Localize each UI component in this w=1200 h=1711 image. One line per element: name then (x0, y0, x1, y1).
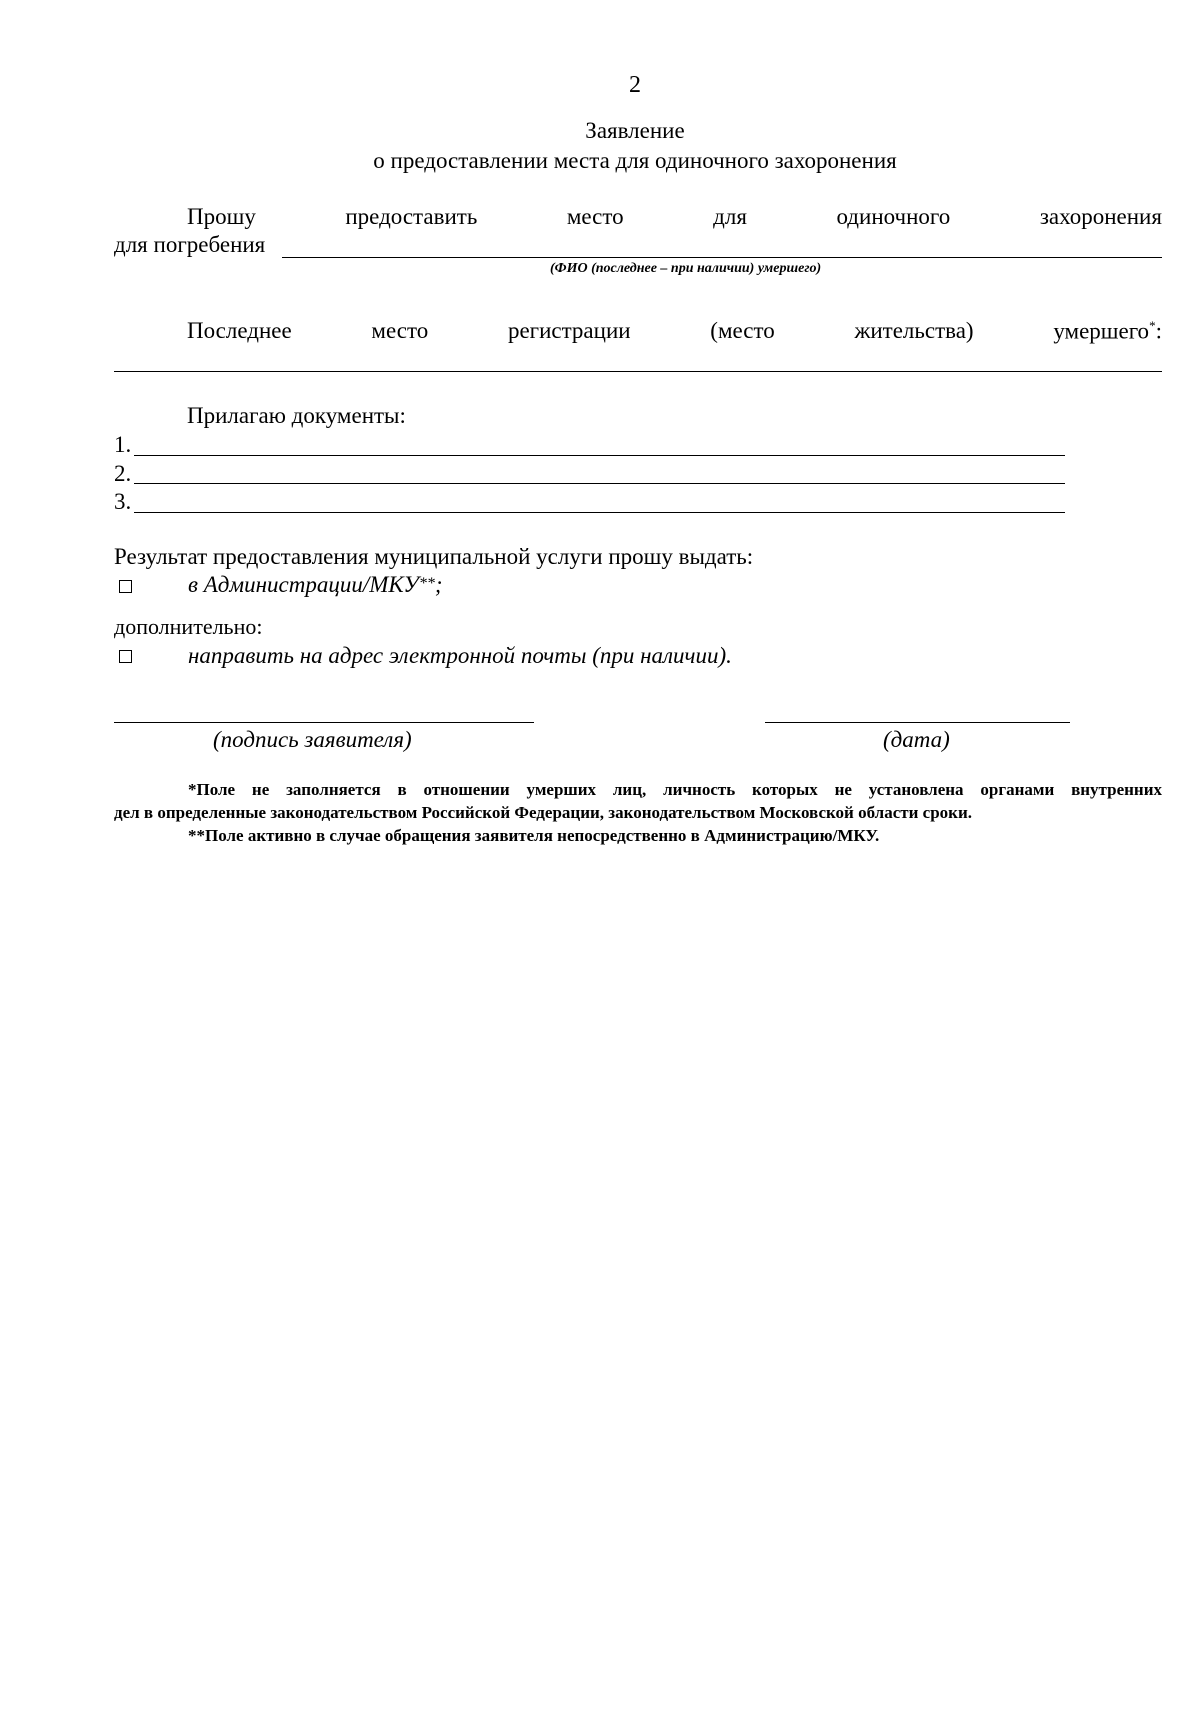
admin-checkbox[interactable] (119, 580, 132, 593)
registration-word-last: умершего (1053, 318, 1150, 344)
signature-label: (подпись заявителя) (213, 727, 412, 752)
admin-option-marker: ** (418, 575, 435, 592)
document-field-2[interactable] (134, 483, 1065, 484)
request-word: захоронения (1039, 204, 1162, 229)
admin-option-text: в Администрации/МКУ (188, 572, 419, 597)
page-number: 2 (629, 72, 641, 98)
admin-option-end: ; (434, 572, 443, 597)
email-option-label: направить на адрес электронной почты (при наличии). (188, 643, 732, 668)
signature-field[interactable] (114, 722, 534, 723)
registration-word: место (371, 318, 429, 343)
burial-label: для погребения (114, 232, 266, 257)
footnote-marker: * (1149, 318, 1156, 333)
request-word: для (713, 204, 747, 229)
result-label: Результат предоставления муниципальной услуги прошу выдать: (114, 544, 754, 569)
document-item-number: 3. (114, 489, 132, 514)
registration-address-field[interactable] (114, 371, 1162, 372)
request-word: Прошу (187, 204, 256, 229)
registration-line (187, 318, 1162, 345)
document-field-3[interactable] (134, 512, 1065, 513)
request-word: место (566, 204, 624, 229)
registration-word: регистрации (507, 318, 631, 343)
request-line (187, 204, 1162, 230)
registration-colon: : (1155, 318, 1162, 344)
deceased-name-hint: (ФИО (последнее – при наличии) умершего) (550, 261, 822, 276)
footnote-1-line-1: *Поле не заполняется в отношении умерших лиц, личность которых не установлена органами внутренних (188, 780, 1162, 799)
deceased-name-field[interactable] (282, 257, 1162, 258)
document-field-1[interactable] (134, 455, 1065, 456)
additionally-label: дополнительно: (114, 614, 263, 639)
date-label: (дата) (883, 727, 950, 752)
registration-word: (место (710, 318, 775, 343)
request-word: предоставить (345, 204, 478, 229)
document-subtitle: о предоставлении места для одиночного захоронения (373, 148, 897, 173)
date-field[interactable] (765, 722, 1070, 723)
document-item-number: 1. (114, 432, 132, 457)
registration-word: Последнее (187, 318, 292, 343)
admin-option-label (188, 572, 443, 598)
documents-label: Прилагаю документы: (187, 403, 406, 428)
registration-word: жительства) (854, 318, 974, 343)
email-checkbox[interactable] (119, 650, 132, 663)
registration-word (1053, 318, 1162, 345)
request-word: одиночного (836, 204, 951, 229)
document-title: Заявление (585, 118, 685, 143)
footnote-2: **Поле активно в случае обращения заявителя непосредственно в Администрацию/МКУ. (188, 826, 880, 845)
footnote-1-line-2: дел в определенные законодательством Российской Федерации, законодательством Московской области сроки. (114, 803, 973, 822)
document-item-number: 2. (114, 461, 132, 486)
